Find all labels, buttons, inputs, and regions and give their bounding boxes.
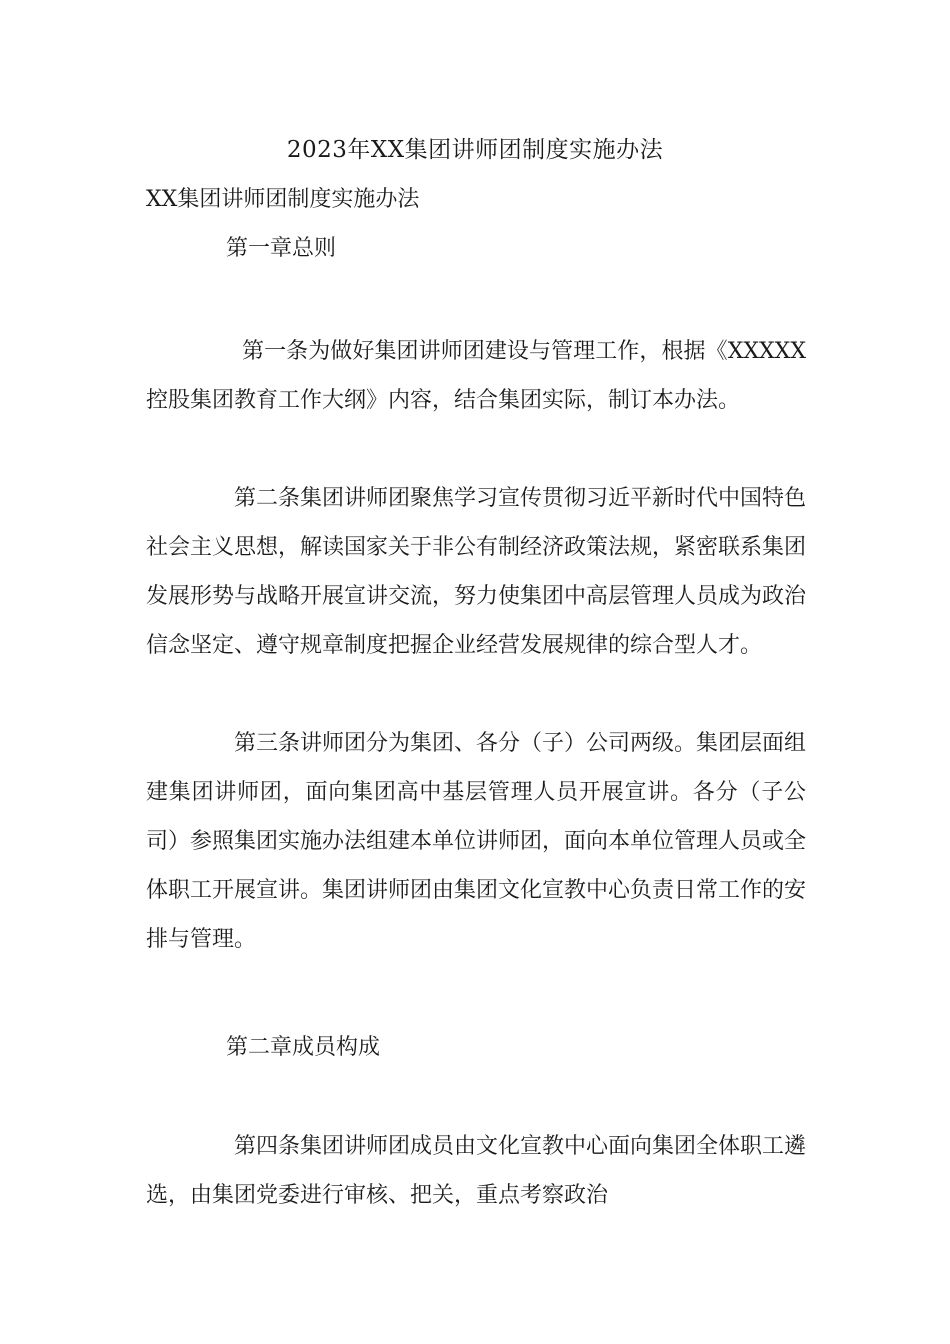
article-4: 第四条集团讲师团成员由文化宣教中心面向集团全体职工遴选，由集团党委进行审核、把关，重点考察政治	[146, 1134, 807, 1208]
article-3: 第三条讲师团分为集团、各分（子）公司两级。集团层面组建集团讲师团，面向集团高中基层管理人员开展宣讲。各分（子公司）参照集团实施办法组建本单位讲师团，面向本单位管理人员或全体职工开展宣讲。集团讲师团由集团文化宣教中心负责日常工作的安排与管理。	[146, 731, 807, 952]
document-main-title: 2023年XX集团讲师团制度实施办法	[286, 137, 664, 163]
chapter-1-heading: 第一章总则	[226, 236, 337, 261]
article-1: 第一条为做好集团讲师团建设与管理工作，根据《XXXXX控股集团教育工作大纲》内容，结合集团实际，制订本办法。	[146, 339, 806, 413]
document-sub-title: XX集团讲师团制度实施办法	[146, 187, 420, 212]
article-2: 第二条集团讲师团聚焦学习宣传贯彻习近平新时代中国特色社会主义思想，解读国家关于非公有制经济政策法规，紧密联系集团发展形势与战略开展宣讲交流，努力使集团中高层管理人员成为政治信念坚定、遵守规章制度把握企业经营发展规律的综合型人才。	[146, 486, 807, 658]
chapter-2-heading: 第二章成员构成	[226, 1035, 381, 1060]
